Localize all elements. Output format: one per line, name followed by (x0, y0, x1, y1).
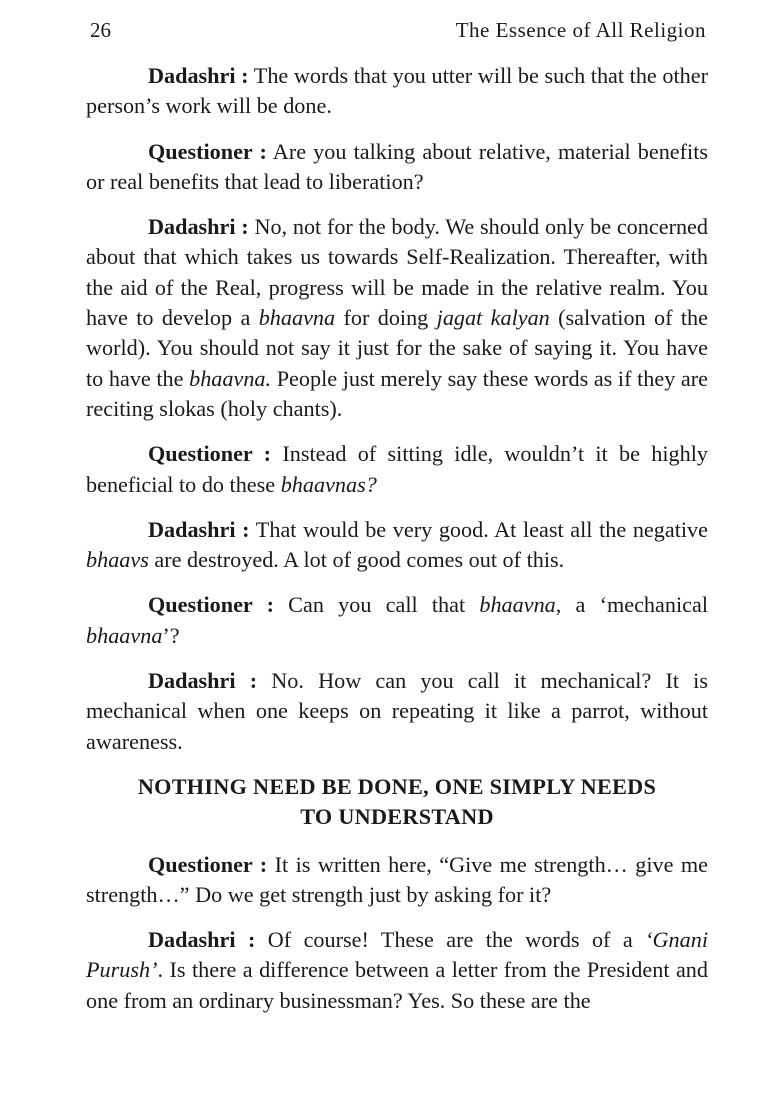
paragraph-text: No. How can you call it mechanical? It is mechanical when one keeps on repeating it like a parrot, without awareness. (86, 668, 708, 754)
dialogue-paragraph (86, 212, 708, 424)
dialogue-paragraph (86, 137, 708, 198)
paragraph-text: Of course! These are the words of a (255, 927, 646, 953)
paragraph-text: Instead of sitting idle, wouldn’t it be highly beneficial to do these (86, 441, 709, 497)
dialogue-paragraph (86, 61, 708, 122)
italic-term: bhaavna (258, 305, 336, 331)
speaker-label: Questioner : (148, 592, 274, 618)
italic-term: bhaavs (86, 547, 149, 573)
book-title: The Essence of All Religion (455, 18, 706, 42)
section-heading (86, 772, 708, 833)
paragraph-text: It is written here, “Give me strength… give me strength…” Do we get strength just by asking for it? (86, 851, 709, 907)
speaker-label: Questioner : (148, 851, 268, 877)
paragraph-text: Are you talking about relative, material benefits or real benefits that lead to liberation? (86, 138, 709, 194)
body-text (86, 61, 708, 1031)
dialogue-paragraph (86, 515, 708, 576)
paragraph-text: ’? (162, 622, 180, 648)
section-heading-line: TO UNDERSTAND (300, 804, 494, 830)
dialogue-paragraph (86, 439, 708, 500)
italic-term: bhaavna, (479, 592, 562, 618)
paragraph-text: are destroyed. A lot of good comes out of this. (148, 547, 565, 573)
speaker-label: Dadashri : (148, 516, 250, 542)
italic-term: jagat kalyan (436, 305, 550, 331)
speaker-label: Questioner : (148, 138, 267, 164)
speaker-label: Questioner : (148, 441, 272, 467)
paragraph-text: People just merely say these words as if they are reciting slokas (holy chants). (86, 365, 709, 421)
paragraph-text: That would be very good. At least all the negative (249, 516, 708, 542)
page-number: 26 (90, 18, 111, 42)
dialogue-paragraph (86, 925, 708, 1016)
paragraph-text: . Is there a difference between a letter from the President and one from an ordinary businessman? Yes. So these are the (86, 957, 708, 1013)
speaker-label: Dadashri : (148, 927, 256, 953)
paragraph-text: No, not for the body. We should only be concerned about that which takes us towards Self-Realization. Thereafter, with the aid of the Real, progress will be made in the relative realm. You have to develop a (86, 214, 708, 331)
speaker-label: Dadashri : (148, 214, 249, 240)
paragraph-text: a ‘mechanical (561, 592, 708, 618)
section-heading-line: NOTHING NEED BE DONE, ONE SIMPLY NEEDS (137, 773, 657, 799)
speaker-label: Dadashri : (148, 668, 258, 694)
italic-term: bhaavna. (189, 365, 272, 391)
paragraph-text: for doing (335, 305, 437, 331)
dialogue-paragraph (86, 666, 708, 757)
dialogue-paragraph (86, 850, 708, 911)
paragraph-text: Can you call that (273, 592, 480, 618)
paragraph-text: The words that you utter will be such that the other person’s work will be done. (86, 63, 708, 119)
italic-term: bhaavnas? (280, 471, 377, 497)
paragraph-text: (salvation of the world). You should not say it just for the sake of saying it. You have to have the (86, 305, 708, 391)
italic-term: bhaavna (86, 622, 163, 648)
italic-term: ‘Gnani Purush’ (86, 927, 708, 983)
speaker-label: Dadashri : (148, 63, 249, 88)
dialogue-paragraph (86, 590, 708, 651)
running-header (86, 15, 708, 45)
